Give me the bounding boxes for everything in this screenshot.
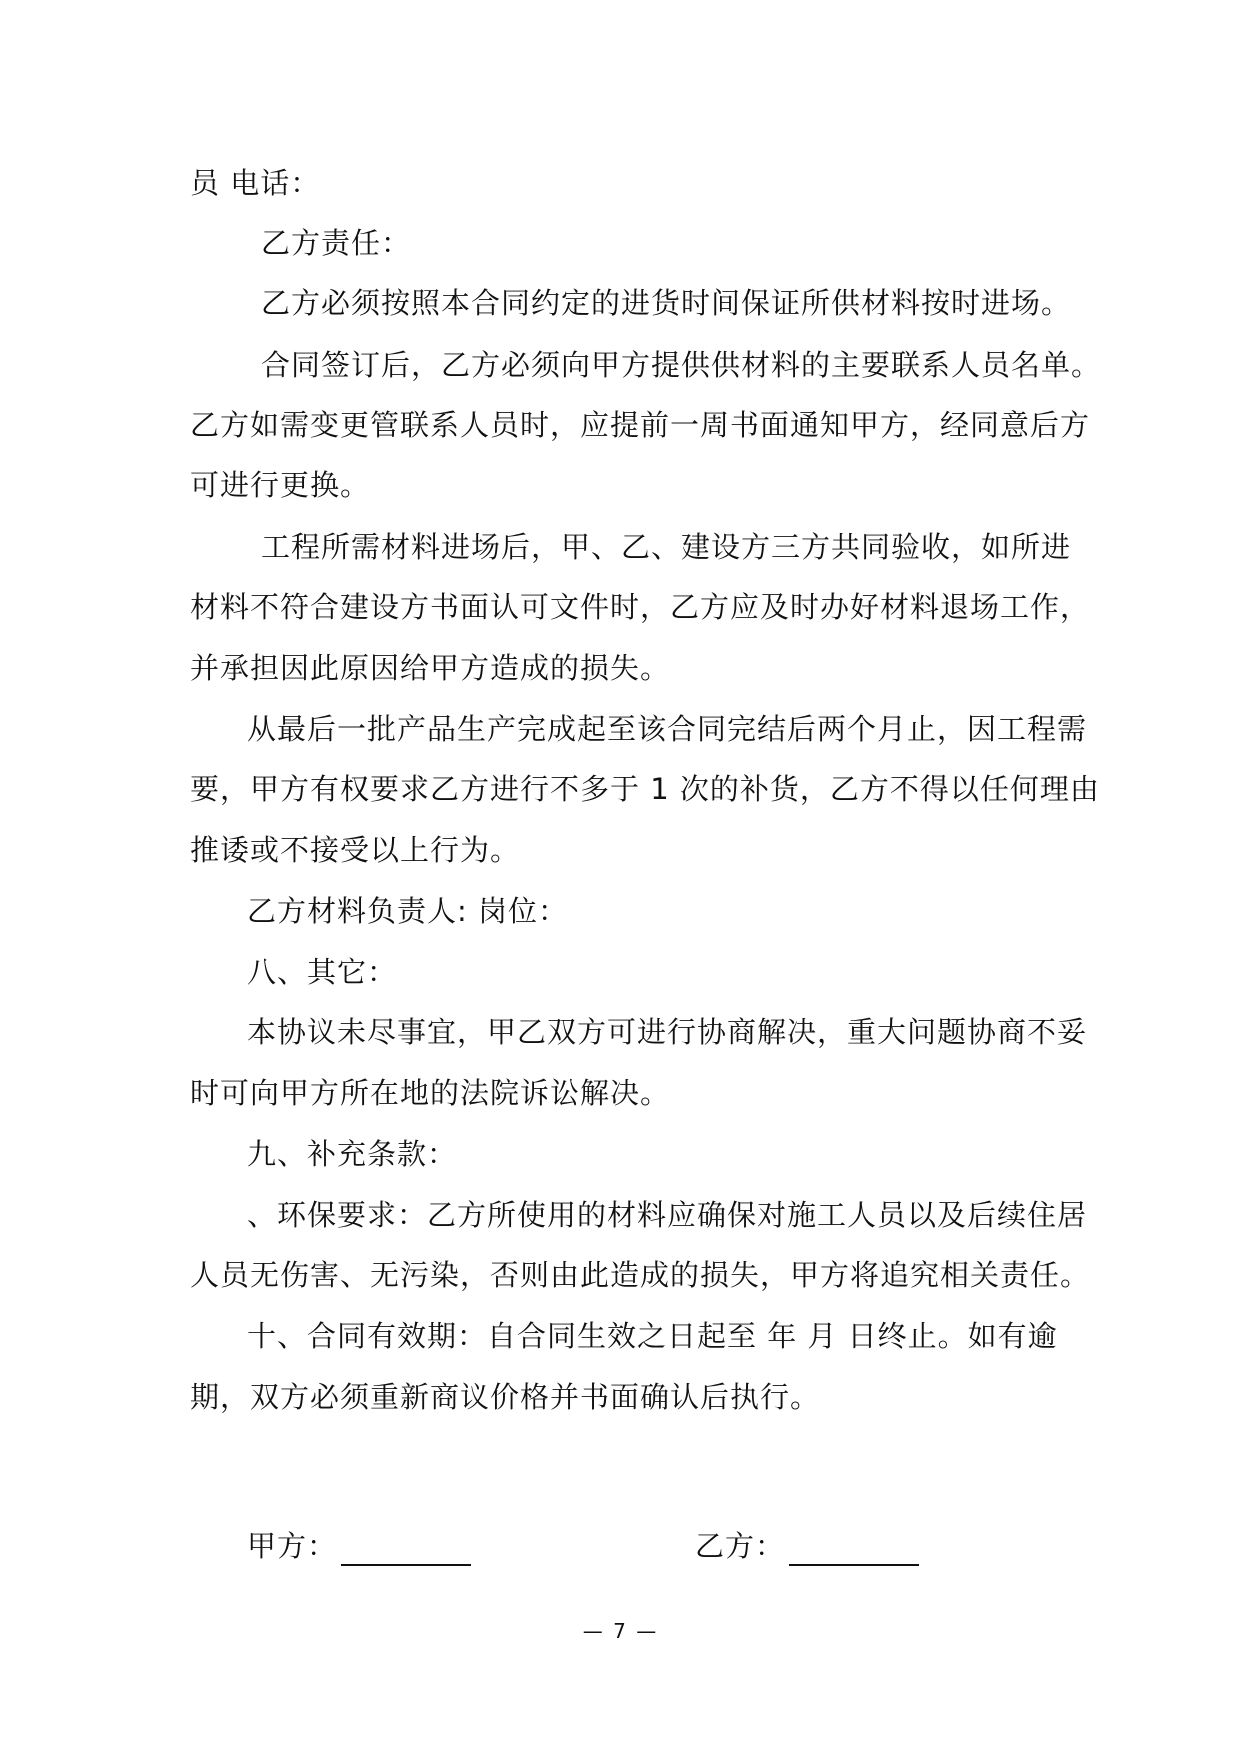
paragraph-line: 乙方必须按照本合同约定的进货时间保证所供材料按时进场。 xyxy=(261,286,1072,320)
paragraph-line: 从最后一批产品生产完成起至该合同完结后两个月止，因工程需 xyxy=(247,712,1088,746)
party-a-signature-blank xyxy=(341,1534,471,1566)
party-b-signature xyxy=(695,1526,919,1566)
party-b-label: 乙方： xyxy=(695,1529,786,1563)
paragraph-line: 期，双方必须重新商议价格并书面确认后执行。 xyxy=(190,1380,821,1414)
party-b-signature-blank xyxy=(789,1534,919,1566)
party-a-signature xyxy=(247,1526,471,1566)
paragraph-line: 乙方如需变更管联系人员时，应提前一周书面通知甲方，经同意后方 xyxy=(190,408,1091,442)
paragraph-line: 时可向甲方所在地的法院诉讼解决。 xyxy=(190,1076,671,1110)
paragraph-line: 合同签订后，乙方必须向甲方提供供材料的主要联系人员名单。 xyxy=(261,348,1102,382)
paragraph-line: 并承担因此原因给甲方造成的损失。 xyxy=(190,651,671,685)
paragraph-line: 要，甲方有权要求乙方进行不多于 1 次的补货，乙方不得以任何理由 xyxy=(190,772,1100,806)
party-b-responsibility-heading: 乙方责任： xyxy=(261,226,412,260)
section-heading-supplementary: 九、补充条款： xyxy=(247,1137,458,1171)
paragraph-line: 、环保要求：乙方所使用的材料应确保对施工人员以及后续住居 xyxy=(247,1198,1088,1232)
paragraph-line: 可进行更换。 xyxy=(190,468,371,502)
contact-phone-line: 员 电话： xyxy=(190,166,321,200)
paragraph-line: 本协议未尽事宜，甲乙双方可进行协商解决，重大问题协商不妥 xyxy=(247,1015,1088,1049)
validity-period-line: 十、合同有效期：自合同生效之日起至 年 月 日终止。如有逾 xyxy=(247,1319,1058,1353)
paragraph-line: 人员无伤害、无污染，否则由此造成的损失，甲方将追究相关责任。 xyxy=(190,1258,1091,1292)
paragraph-line: 材料不符合建设方书面认可文件时，乙方应及时办好材料退场工作， xyxy=(190,590,1091,624)
paragraph-line: 推诿或不接受以上行为。 xyxy=(190,833,521,867)
paragraph-line: 工程所需材料进场后，甲、乙、建设方三方共同验收，如所进 xyxy=(261,530,1072,564)
page-number: — 7 — xyxy=(582,1619,659,1643)
party-a-label: 甲方： xyxy=(247,1529,338,1563)
section-heading-other: 八、其它： xyxy=(247,955,398,989)
material-manager-line: 乙方材料负责人: 岗位： xyxy=(247,894,568,928)
